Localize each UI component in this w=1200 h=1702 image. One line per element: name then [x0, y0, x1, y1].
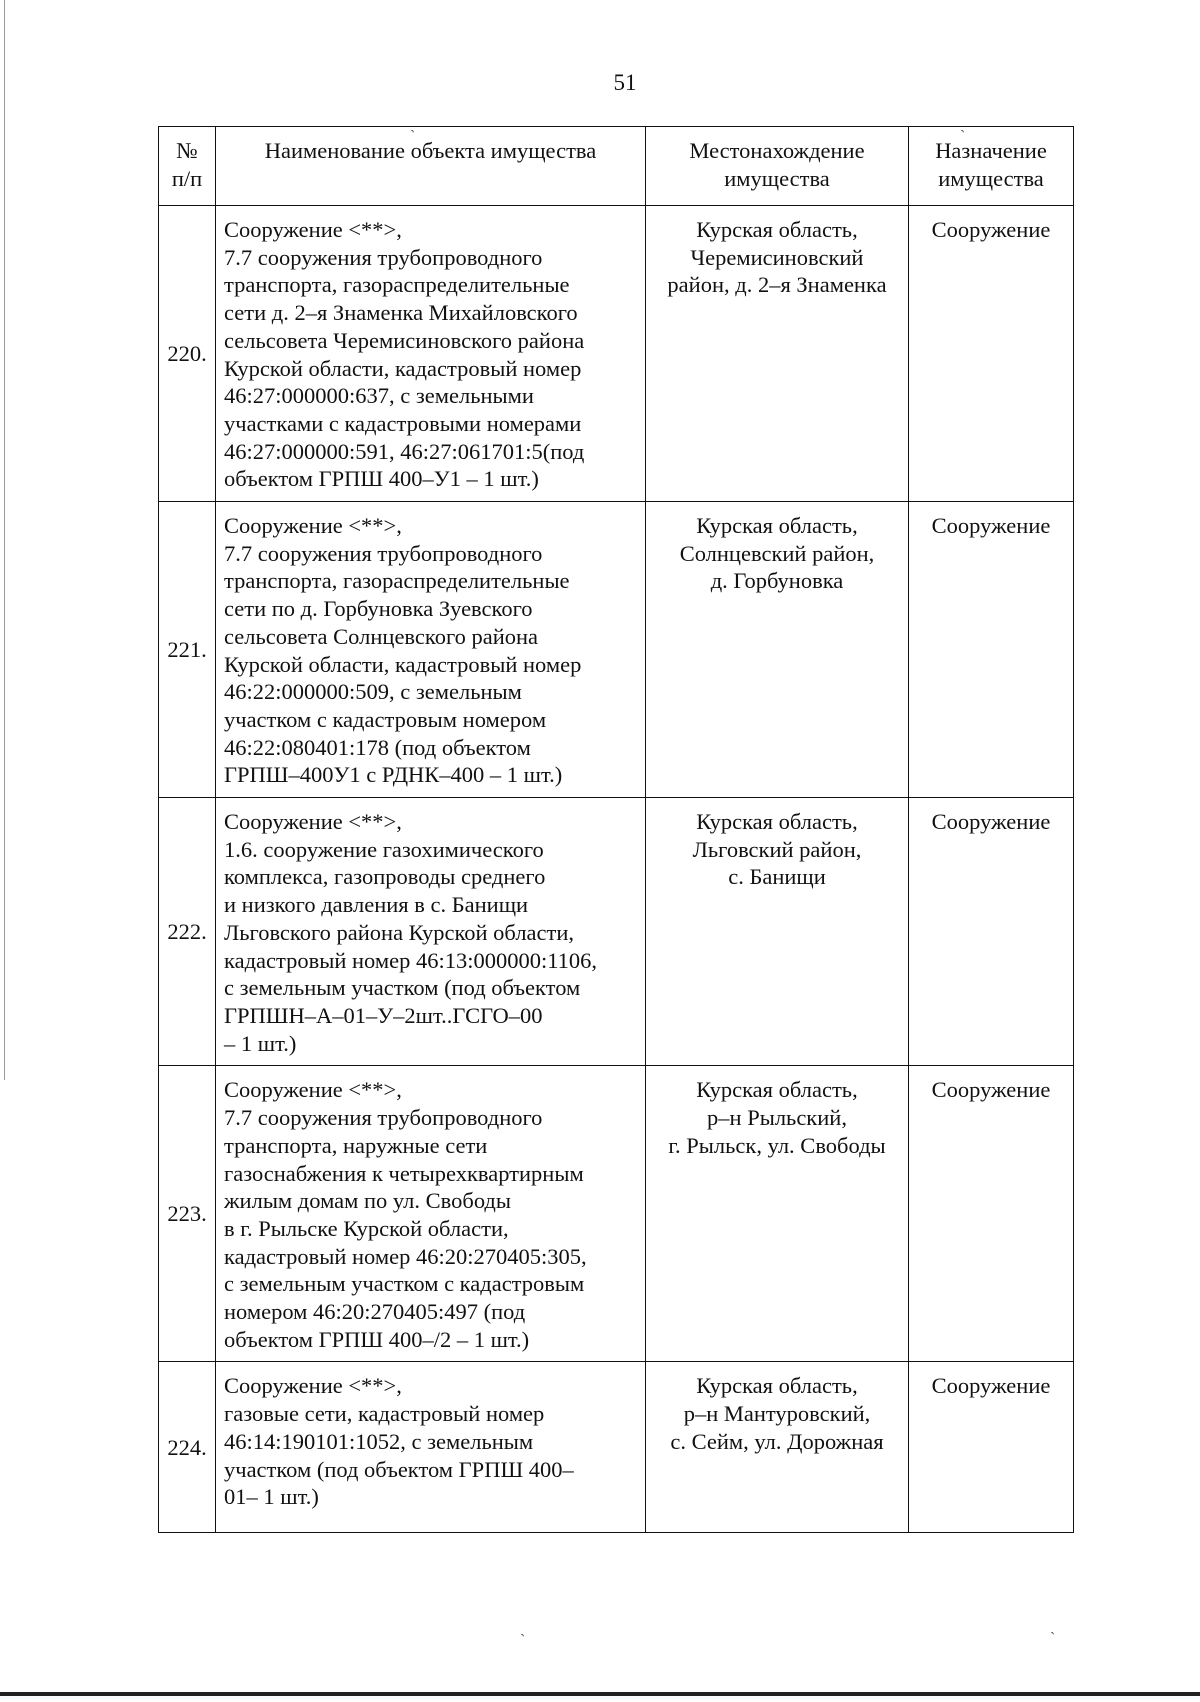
object-location: Курская область, Черемисиновский район, д. 2–я Знаменка — [646, 206, 909, 502]
table-row — [159, 1362, 1074, 1533]
header-name — [216, 127, 646, 206]
table-row — [159, 1066, 1074, 1362]
row-number: 222. — [159, 798, 216, 1066]
row-number: 220. — [159, 206, 216, 502]
scan-speck: ˏ — [1050, 1618, 1056, 1635]
scan-edge-line — [4, 0, 5, 1080]
scan-bottom-edge — [0, 1692, 1200, 1696]
object-purpose: Сооружение — [909, 1066, 1074, 1362]
header-name-label: Наименование объекта имущества — [264, 138, 597, 163]
table-row — [159, 502, 1074, 798]
header-number — [159, 127, 216, 206]
scan-speck: ˏ — [410, 116, 416, 133]
scan-speck: ˏ — [960, 116, 966, 133]
table-row — [159, 798, 1074, 1066]
page-number: 51 — [613, 70, 637, 95]
table-row — [159, 206, 1074, 502]
scan-speck: ˏ — [520, 1620, 526, 1637]
object-location: Курская область, р–н Мантуровский, с. Сейм, ул. Дорожная — [646, 1362, 909, 1533]
object-purpose: Сооружение — [909, 206, 1074, 502]
header-purpose-label: Назначение имущества — [935, 138, 1047, 191]
object-location: Курская область, Льговский район, с. Банищи — [646, 798, 909, 1066]
row-number: 224. — [159, 1362, 216, 1533]
object-name: Сооружение <**>, 7.7 сооружения трубопроводного транспорта, газораспределительные сети по д. Горбуновка Зуевского сельсовета Солнцевского района Курской области, кадастровый номер 46:22:000000:509, с земельным участком с кадастровым номером 46:22:080401:178 (под объектом ГРПШ–400У1 с РДНК–400 – 1 шт.) — [216, 502, 646, 798]
object-location: Курская область, р–н Рыльский, г. Рыльск, ул. Свободы — [646, 1066, 909, 1362]
object-name: Сооружение <**>, 7.7 сооружения трубопроводного транспорта, наружные сети газоснабжения к четырехквартирным жилым домам по ул. Свободы в г. Рыльске Курской области, кадастровый номер 46:20:270405:305, с земельным участком с кадастровым номером 46:20:270405:497 (под объектом ГРПШ 400–/2 – 1 шт.) — [216, 1066, 646, 1362]
header-number-label: № п/п — [171, 138, 203, 191]
object-location: Курская область, Солнцевский район, д. Горбуновка — [646, 502, 909, 798]
header-location — [646, 127, 909, 206]
header-location-label: Местонахождение имущества — [689, 138, 865, 191]
object-name: Сооружение <**>, газовые сети, кадастровый номер 46:14:190101:1052, с земельным участком (под объектом ГРПШ 400– 01– 1 шт.) — [216, 1362, 646, 1533]
table-header-row — [159, 127, 1074, 206]
row-number: 223. — [159, 1066, 216, 1362]
object-purpose: Сооружение — [909, 1362, 1074, 1533]
object-name: Сооружение <**>, 7.7 сооружения трубопроводного транспорта, газораспределительные сети д. 2–я Знаменка Михайловского сельсовета Черемисиновского района Курской области, кадастровый номер 46:27:000000:637, с земельными участками с кадастровыми номерами 46:27:000000:591, 46:27:061701:5(под объектом ГРПШ 400–У1 – 1 шт.) — [216, 206, 646, 502]
row-number: 221. — [159, 502, 216, 798]
object-purpose: Сооружение — [909, 502, 1074, 798]
object-name: Сооружение <**>, 1.6. сооружение газохимического комплекса, газопроводы среднего и низкого давления в с. Банищи Льговского района Курской области, кадастровый номер 46:13:000000:1106, с земельным участком (под объектом ГРПШН–А–01–У–2шт..ГСГО–00 – 1 шт.) — [216, 798, 646, 1066]
header-purpose — [909, 127, 1074, 206]
property-table — [158, 126, 1074, 1533]
object-purpose: Сооружение — [909, 798, 1074, 1066]
